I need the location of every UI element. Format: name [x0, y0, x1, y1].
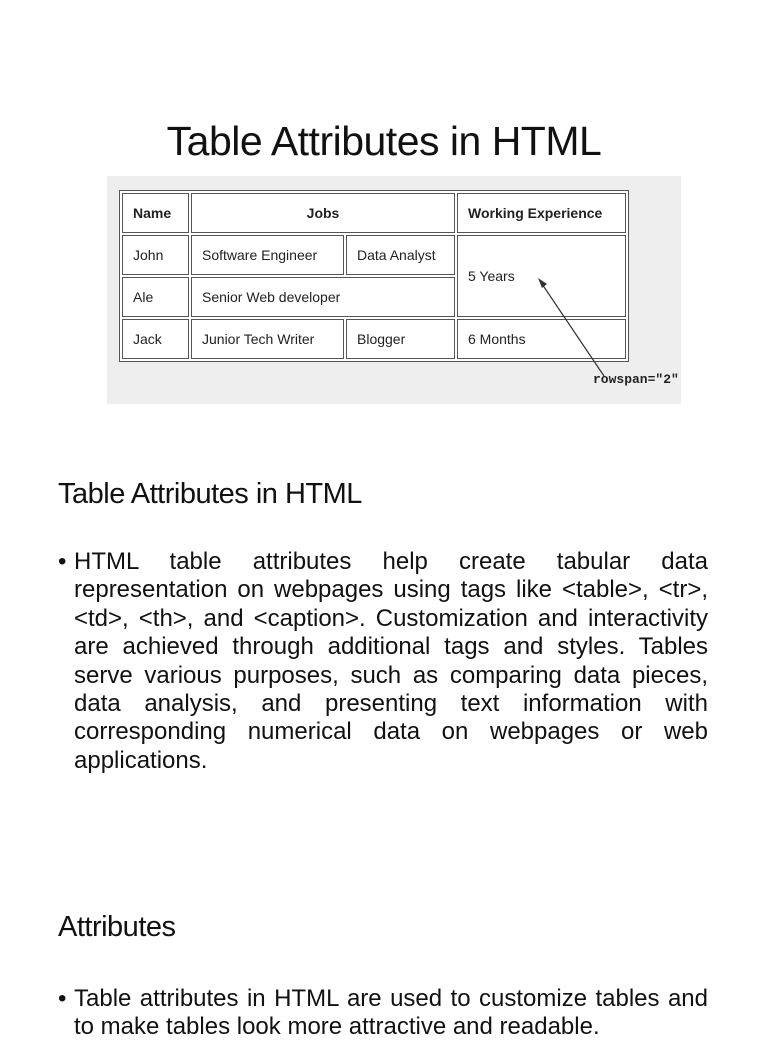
slide-title: Table Attributes in HTML: [166, 118, 602, 164]
header-name: Name: [122, 193, 189, 233]
section-heading-table-attributes: Table Attributes in HTML: [58, 478, 362, 510]
rowspan-arrow-icon: [107, 176, 681, 404]
cell-experience: 6 Months: [457, 319, 626, 359]
paragraph-text: HTML table attributes help create tabular data representation on webpages using tags like <table>, <tr>, <td>, <th>, and <caption>. Customization and interactivity are achieved through additional tags and styles. Tables serve various purposes, such as comparing data pieces, data analysis, and presenting text information with corresponding numerical data on webpages or web applications.: [74, 548, 708, 774]
header-experience: Working Experience: [457, 193, 626, 233]
cell-experience-rowspan: 5 Years: [457, 235, 626, 317]
cell-name: John: [122, 235, 189, 275]
cell-job: Data Analyst: [346, 235, 455, 275]
header-jobs: Jobs: [191, 193, 455, 233]
bullet-paragraph-intro: [58, 548, 708, 775]
bullet-paragraph-attributes: [58, 985, 708, 1042]
cell-job: Blogger: [346, 319, 455, 359]
cell-name: Jack: [122, 319, 189, 359]
table-example-figure: [107, 176, 681, 404]
bullet-marker: •: [58, 548, 67, 575]
bullet-marker: •: [58, 985, 67, 1012]
cell-job: Software Engineer: [191, 235, 344, 275]
cell-job: Junior Tech Writer: [191, 319, 344, 359]
paragraph-text: Table attributes in HTML are used to customize tables and to make tables look more attractive and readable.: [74, 985, 708, 1041]
rowspan-annotation: rowspan="2": [593, 372, 679, 387]
cell-job-colspan: Senior Web developer: [191, 277, 455, 317]
cell-name: Ale: [122, 277, 189, 317]
section-heading-attributes: Attributes: [58, 911, 176, 943]
